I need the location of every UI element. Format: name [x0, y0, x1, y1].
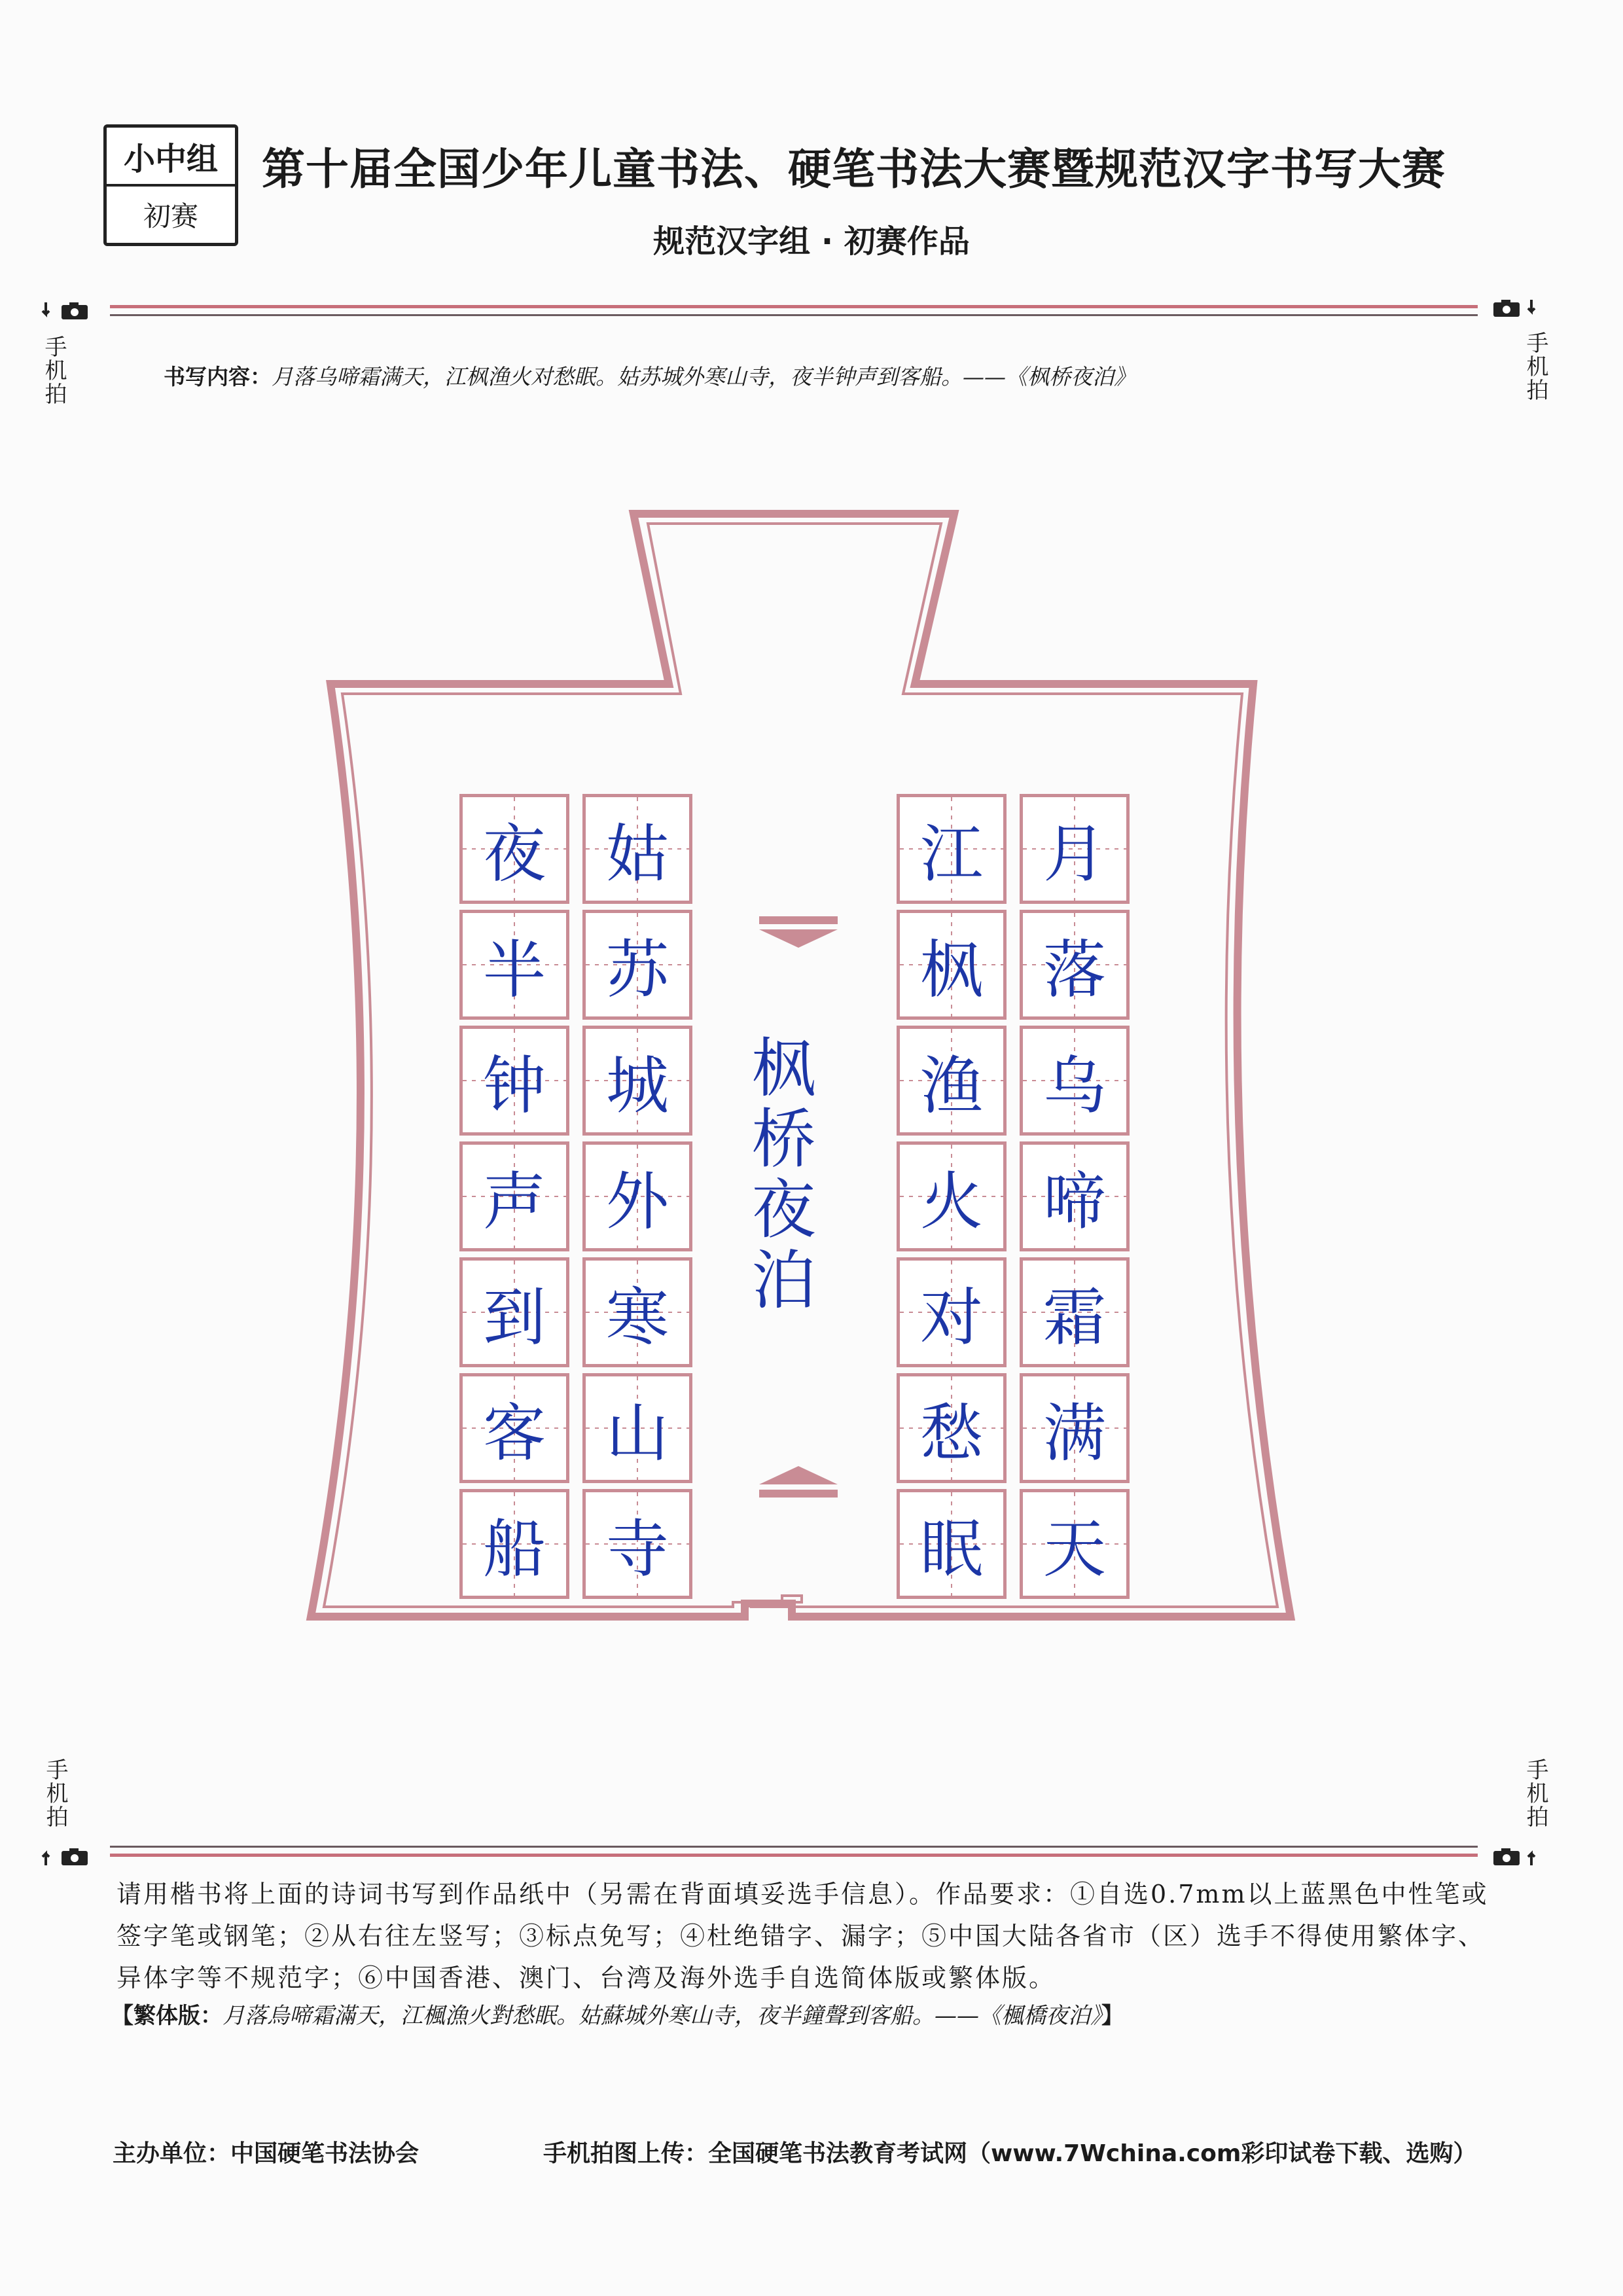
char-cell: 外	[582, 1141, 692, 1251]
poem-column-4	[459, 794, 569, 1599]
writing-content-text: 月落乌啼霜满天，江枫渔火对愁眠。姑苏城外寒山寺，夜半钟声到客船。——《枫桥夜泊》	[272, 364, 1135, 389]
char-cell: 枫	[897, 910, 1007, 1020]
char-cell: 啼	[1020, 1141, 1130, 1251]
traditional-text: 月落烏啼霜滿天，江楓漁火對愁眠。姑蘇城外寒山寺，夜半鐘聲到客船。——《楓橋夜泊》	[223, 2003, 1101, 2029]
camera-icon	[1491, 1846, 1550, 1868]
char-cell: 对	[897, 1257, 1007, 1367]
char-cell: 江	[897, 794, 1007, 904]
side-label-bottom-right: 手机拍	[1522, 1758, 1548, 1829]
char-cell: 钟	[459, 1026, 569, 1136]
char-cell: 乌	[1020, 1026, 1130, 1136]
char-cell: 山	[582, 1373, 692, 1483]
writing-content-label: 书写内容：	[164, 364, 272, 389]
page-title: 第十届全国少年儿童书法、硬笔书法大赛暨规范汉字书写大赛	[262, 143, 1446, 194]
camera-icon	[41, 1846, 99, 1868]
char-cell: 眠	[897, 1489, 1007, 1599]
char-cell: 到	[459, 1257, 569, 1367]
organizer-text: 主办单位：中国硬笔书法协会	[113, 2140, 419, 2167]
upload-text: 手机拍图上传：全国硬笔书法教育考试网（www.7Wchina.com彩印试卷下载、选购）	[543, 2140, 1477, 2167]
char-cell: 城	[582, 1026, 692, 1136]
traditional-version	[111, 1998, 1499, 2030]
char-cell: 寒	[582, 1257, 692, 1367]
char-cell: 落	[1020, 910, 1130, 1020]
badge-stage-label: 初赛	[143, 200, 198, 232]
char-cell: 夜	[459, 794, 569, 904]
traditional-close: 】	[1101, 2003, 1124, 2029]
bottom-rule	[110, 1854, 1478, 1857]
bottom-rule-inner	[110, 1846, 1478, 1848]
poem-column-2	[897, 794, 1007, 1599]
char-cell: 寺	[582, 1489, 692, 1599]
char-cell: 姑	[582, 794, 692, 904]
char-cell: 船	[459, 1489, 569, 1599]
char-cell: 火	[897, 1141, 1007, 1251]
side-label-top-left: 手机拍	[41, 335, 67, 406]
char-cell: 声	[459, 1141, 569, 1251]
char-cell: 月	[1020, 794, 1130, 904]
instructions-text: 请用楷书将上面的诗词书写到作品纸中（另需在背面填妥选手信息）。作品要求：①自选0.7mm以上蓝黑色中性笔或签字笔或钢笔；②从右往左竖写；③标点免写；④杜绝错字、漏字；⑤中国大陆各省市（区）选手不得使用繁体字、异体字等不规范字；⑥中国香港、澳门、台湾及海外选手自选简体版或繁体版。	[116, 1880, 1489, 1992]
traditional-label: 【繁体版：	[111, 2003, 223, 2029]
poem-column-3	[582, 794, 692, 1599]
char-cell: 半	[459, 910, 569, 1020]
char-cell: 愁	[897, 1373, 1007, 1483]
char-cell: 霜	[1020, 1257, 1130, 1367]
side-label-top-right: 手机拍	[1522, 331, 1548, 402]
char-cell: 满	[1020, 1373, 1130, 1483]
char-cell: 渔	[897, 1026, 1007, 1136]
poem-column-1	[1020, 794, 1130, 1599]
page-subtitle: 规范汉字组 · 初赛作品	[653, 223, 970, 260]
char-cell: 天	[1020, 1489, 1130, 1599]
badge-group-label: 小中组	[107, 128, 235, 187]
char-cell: 苏	[582, 910, 692, 1020]
side-label-bottom-left: 手机拍	[42, 1758, 68, 1829]
char-cell: 客	[459, 1373, 569, 1483]
artwork-title: 枫桥夜泊	[741, 1034, 815, 1317]
